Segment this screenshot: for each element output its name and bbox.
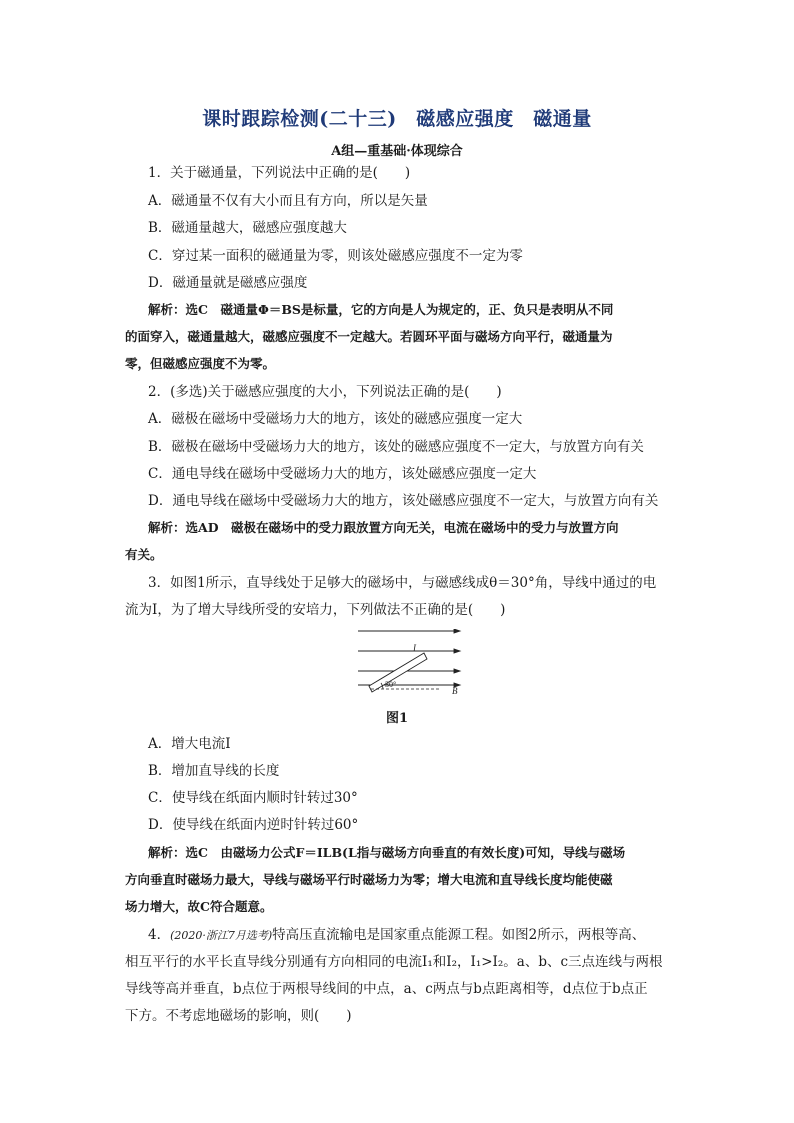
q3-solution-line: 场力增大，故C符合题意。 — [125, 899, 273, 914]
section-heading: A组—重基础·体现综合 — [331, 144, 463, 159]
q2-option-d: D．通电导线在磁场中受磁场力大的地方，该处磁感应强度不一定大，与放置方向有关 — [148, 493, 659, 509]
q4-stem-line: 导线等高并垂直，b点位于两根导线间的中点，a、c两点与b点距离相等，d点位于b点正 — [125, 981, 648, 997]
q4-source: (2020·浙江7月选考) — [170, 929, 273, 942]
q2-stem: 2．(多选)关于磁感应强度的大小，下列说法正确的是( ) — [148, 384, 502, 400]
q4-number: 4． — [148, 927, 171, 943]
q3-solution-line: 解析：选C 由磁场力公式F＝ILB(L指与磁场方向垂直的有效长度)可知，导线与磁场 — [148, 845, 626, 860]
q4-stem-text: 特高压直流输电是国家重点能源工程。如图2所示，两根等高、 — [272, 927, 646, 943]
q1-option-c: C．穿过某一面积的磁通量为零，则该处磁感应强度不一定为零 — [148, 248, 523, 264]
q1-option-d: D．磁通量就是磁感应强度 — [148, 275, 308, 291]
q3-stem: 流为I，为了增大导线所受的安培力，下列做法不正确的是( ) — [125, 602, 506, 618]
current-label: I — [413, 643, 416, 653]
q3-option-d: D．使导线在纸面内逆时针转过60° — [148, 817, 359, 833]
arrow-head — [454, 649, 460, 653]
q2-solution-line: 解析：选AD 磁极在磁场中的受力跟放置方向无关，电流在磁场中的受力与放置方向 — [148, 520, 619, 535]
q3-option-b: B．增加直导线的长度 — [148, 763, 280, 779]
q1-solution-line: 解析：选C 磁通量Φ＝BS是标量，它的方向是人为规定的，正、负只是表明从不同 — [148, 302, 614, 317]
page-title: 课时跟踪检测(二十三) 磁感应强度 磁通量 — [202, 108, 592, 130]
q2-option-c: C．通电导线在磁场中受磁场力大的地方，该处磁感应强度一定大 — [148, 466, 537, 482]
straight-wire — [369, 653, 427, 692]
q1-option-a: A．磁通量不仅有大小而且有方向，所以是矢量 — [148, 193, 428, 209]
q4-stem-line: 下方。不考虑地磁场的影响，则( ) — [125, 1008, 352, 1024]
q3-option-a: A．增大电流I — [148, 736, 231, 752]
q3-solution-line: 方向垂直时磁场力最大，导线与磁场平行时磁场力为零；增大电流和直导线长度均能使磁 — [125, 872, 613, 887]
q4-stem — [148, 926, 680, 945]
q1-solution-line: 零，但磁感应强度不为零。 — [125, 356, 276, 371]
figure-1-diagram — [355, 629, 465, 695]
q2-option-a: A．磁极在磁场中受磁场力大的地方，该处的磁感应强度一定大 — [148, 411, 523, 427]
angle-label: 30° — [385, 680, 397, 689]
q1-stem: 1．关于磁通量，下列说法中正确的是( ) — [148, 165, 411, 181]
q4-stem-line: 相互平行的水平长直导线分别通有方向相同的电流I₁和I₂，I₁>I₂。a、b、c三点连线与两根 — [125, 954, 663, 970]
q2-option-b: B．磁极在磁场中受磁场力大的地方，该处的磁感应强度不一定大，与放置方向有关 — [148, 439, 644, 455]
field-label: B — [452, 686, 458, 695]
arrow-head — [454, 629, 460, 633]
q1-option-b: B．磁通量越大，磁感应强度越大 — [148, 220, 347, 236]
arrow-head — [454, 669, 460, 673]
q3-stem: 3．如图1所示，直导线处于足够大的磁场中，与磁感线成θ＝30°角，导线中通过的电 — [148, 575, 657, 591]
q2-solution-line: 有关。 — [125, 547, 163, 562]
figure-caption: 图1 — [385, 711, 409, 726]
q3-option-c: C．使导线在纸面内顺时针转过30° — [148, 790, 358, 806]
q1-solution-line: 的面穿入，磁通量越大，磁感应强度不一定越大。若圆环平面与磁场方向平行，磁通量为 — [125, 329, 613, 344]
